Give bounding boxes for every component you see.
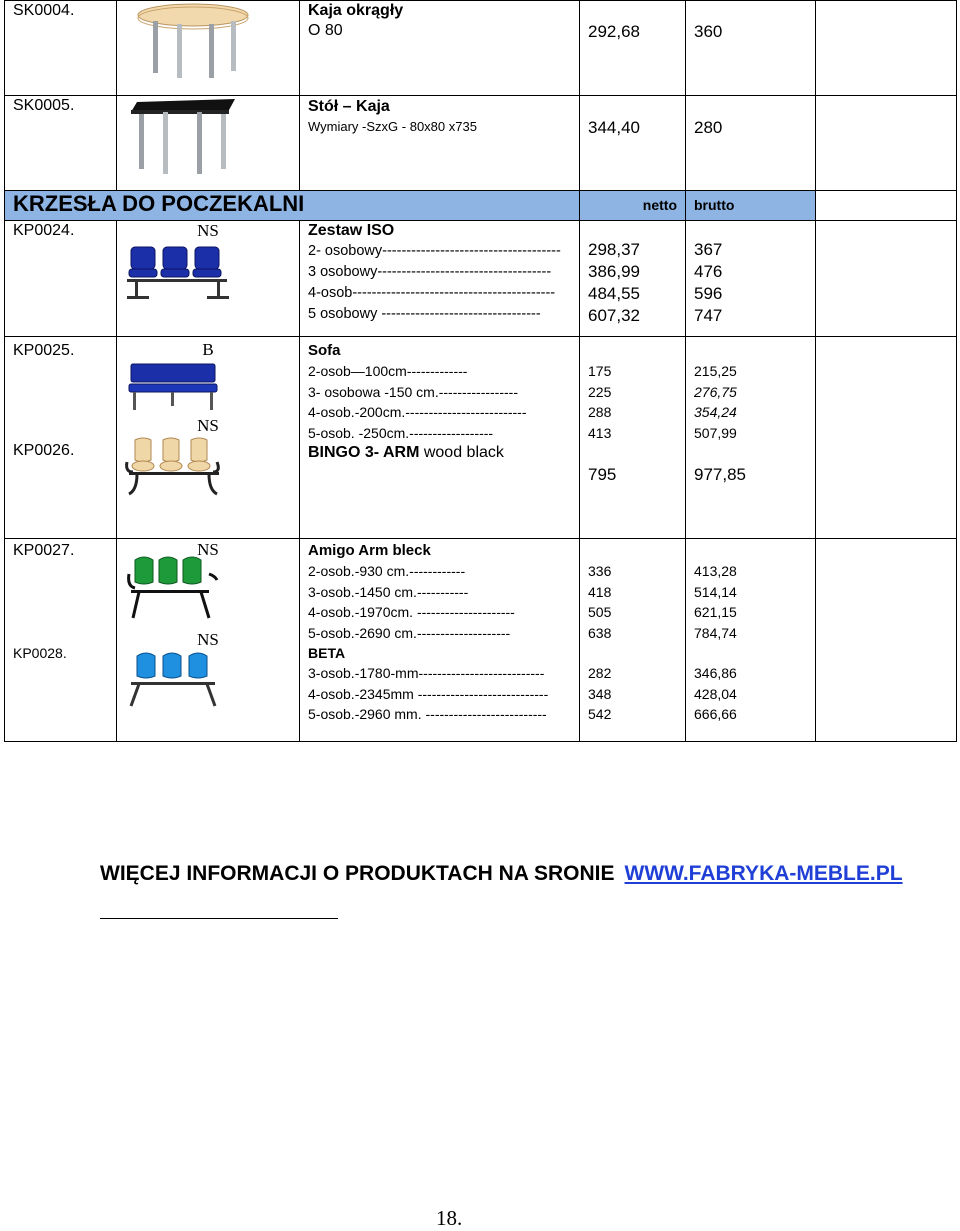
footer-underline — [100, 918, 338, 919]
netto-cell — [580, 96, 686, 191]
list-item: 5-osob. -250cm.------------------ — [308, 424, 494, 441]
empty-cell — [816, 191, 957, 221]
netto-price: 607,32 — [588, 306, 640, 325]
product-name-bold: BINGO 3- ARM — [308, 444, 420, 461]
brutto-price: 507,99 — [694, 424, 737, 441]
netto-price: 418 — [588, 583, 612, 600]
brutto-price: 413,28 — [694, 563, 737, 579]
list-item: 3-osob.-1450 cm.----------- — [308, 583, 469, 600]
brutto-header: brutto — [694, 197, 735, 213]
product-name — [308, 443, 571, 463]
bingo-wood-chairs-image — [125, 436, 291, 498]
brutto-price: 747 — [694, 306, 723, 325]
image-cell — [117, 221, 300, 337]
brutto-price: 977,85 — [694, 465, 746, 484]
brutto-cell — [686, 221, 816, 337]
netto-header-cell — [580, 191, 686, 221]
netto-price: 505 — [588, 604, 612, 620]
description-cell — [300, 96, 580, 191]
netto-price: 348 — [588, 685, 612, 702]
brutto-price: 280 — [694, 118, 723, 137]
netto-cell — [580, 1, 686, 96]
list-item: 3 osobowy------------------------------------ — [308, 264, 552, 280]
product-desc: Wymiary -SzxG - 80x80 x735 — [308, 119, 477, 134]
netto-cell — [580, 337, 686, 539]
brutto-price: 360 — [694, 22, 723, 41]
brutto-price: 215,25 — [694, 363, 737, 379]
brutto-price: 367 — [694, 240, 723, 259]
netto-price: 386,99 — [588, 262, 640, 281]
ns-marker: NS — [197, 540, 219, 559]
product-code — [5, 539, 117, 742]
netto-cell — [580, 221, 686, 337]
brutto-price: 784,74 — [694, 624, 737, 641]
price-table — [4, 0, 957, 742]
list-item: 2- osobowy------------------------------------- — [308, 243, 561, 259]
b-marker: B — [202, 340, 214, 359]
code-text: SK0004. — [13, 2, 75, 19]
product-name: Amigo Arm bleck — [308, 542, 431, 559]
empty-cell — [816, 337, 957, 539]
sofa-bench-image — [125, 360, 291, 416]
footer-text: WIĘCEJ INFORMACJI O PRODUKTACH NA SRONIE — [100, 862, 615, 885]
netto-price: 542 — [588, 706, 612, 722]
footer-info — [100, 862, 903, 886]
iso-chairs-image — [125, 243, 291, 303]
netto-price: 225 — [588, 383, 612, 400]
brutto-price: 346,86 — [694, 665, 737, 681]
brutto-header-cell — [686, 191, 816, 221]
table-row-kp0025-kp0026 — [5, 337, 957, 539]
list-item: 2-osob—100cm------------- — [308, 363, 468, 379]
ns-marker: NS — [197, 416, 219, 435]
product-name: Kaja okrągły — [308, 2, 404, 19]
empty-cell — [816, 221, 957, 337]
netto-price: 344,40 — [588, 118, 640, 137]
beta-blue-chairs-image — [125, 650, 291, 712]
netto-cell — [580, 539, 686, 742]
amigo-green-chairs-image — [125, 554, 291, 624]
brutto-price: 428,04 — [694, 685, 737, 702]
list-item: 4-osob.-2345mm ---------------------------- — [308, 685, 549, 702]
table-row-sk0004 — [5, 1, 957, 96]
brutto-cell — [686, 337, 816, 539]
brutto-price: 354,24 — [694, 404, 737, 420]
product-code — [5, 1, 117, 96]
brutto-price: 666,66 — [694, 706, 737, 722]
table-row-kp0027-kp0028 — [5, 539, 957, 742]
code-text: KP0025. — [13, 342, 75, 359]
description-cell — [300, 539, 580, 742]
section-title-cell — [5, 191, 580, 221]
product-code — [5, 96, 117, 191]
brutto-price: 476 — [694, 262, 723, 281]
list-item: 3-osob.-1780-mm--------------------------- — [308, 665, 545, 681]
page-number: 18. — [436, 1206, 463, 1230]
netto-price: 175 — [588, 363, 612, 379]
netto-price: 484,55 — [588, 284, 640, 303]
ns-marker: NS — [197, 221, 219, 240]
netto-price: 292,68 — [588, 22, 640, 41]
image-cell — [117, 337, 300, 539]
section-title: KRZESŁA DO POCZEKALNI — [13, 191, 305, 216]
square-table-image — [125, 96, 291, 186]
empty-cell — [816, 539, 957, 742]
brutto-price: 621,15 — [694, 604, 737, 620]
brutto-cell — [686, 96, 816, 191]
empty-cell — [816, 96, 957, 191]
brutto-cell — [686, 1, 816, 96]
description-cell — [300, 221, 580, 337]
code-text: KP0028. — [13, 645, 67, 661]
brutto-price: 276,75 — [694, 383, 737, 400]
code-text: KP0027. — [13, 542, 75, 559]
list-item: 3- osobowa -150 cm.----------------- — [308, 383, 518, 400]
netto-price: 298,37 — [588, 240, 640, 259]
list-item: 5 osobowy --------------------------------- — [308, 306, 541, 322]
brutto-cell — [686, 539, 816, 742]
code-text: KP0026. — [13, 442, 75, 459]
image-cell — [117, 539, 300, 742]
product-code — [5, 337, 117, 539]
netto-price: 795 — [588, 465, 617, 484]
product-code — [5, 221, 117, 337]
description-cell — [300, 1, 580, 96]
product-name: Stół – Kaja — [308, 98, 390, 115]
product-name: Zestaw ISO — [308, 222, 395, 239]
product-name: BETA — [308, 645, 346, 661]
product-name: Sofa — [308, 342, 341, 359]
table-row-kp0024 — [5, 221, 957, 337]
netto-price: 638 — [588, 624, 612, 641]
product-desc: O 80 — [308, 22, 343, 39]
website-link[interactable]: WWW.FABRYKA-MEBLE.PL — [624, 862, 903, 885]
image-cell — [117, 96, 300, 191]
list-item: 2-osob.-930 cm.------------ — [308, 563, 466, 579]
netto-price: 413 — [588, 424, 612, 441]
section-header-row — [5, 191, 957, 221]
empty-cell — [816, 1, 957, 96]
netto-price: 282 — [588, 665, 612, 681]
code-text: KP0024. — [13, 222, 75, 239]
list-item: 4-osob------------------------------------------ — [308, 285, 556, 301]
product-name-rest: wood black — [419, 444, 504, 461]
description-cell — [300, 337, 580, 539]
brutto-price: 514,14 — [694, 583, 737, 600]
netto-header: netto — [642, 197, 677, 213]
netto-price: 288 — [588, 404, 612, 420]
list-item: 4-osob.-1970cm. --------------------- — [308, 604, 515, 620]
image-cell — [117, 1, 300, 96]
list-item: 4-osob.-200cm.-------------------------- — [308, 404, 527, 420]
list-item: 5-osob.-2960 mm. -------------------------- — [308, 706, 547, 722]
list-item: 5-osob.-2690 cm.-------------------- — [308, 624, 511, 641]
round-table-image — [125, 1, 291, 91]
brutto-price: 596 — [694, 284, 723, 303]
code-text: SK0005. — [13, 97, 75, 114]
ns-marker: NS — [197, 630, 219, 649]
table-row-sk0005 — [5, 96, 957, 191]
netto-price: 336 — [588, 563, 612, 579]
